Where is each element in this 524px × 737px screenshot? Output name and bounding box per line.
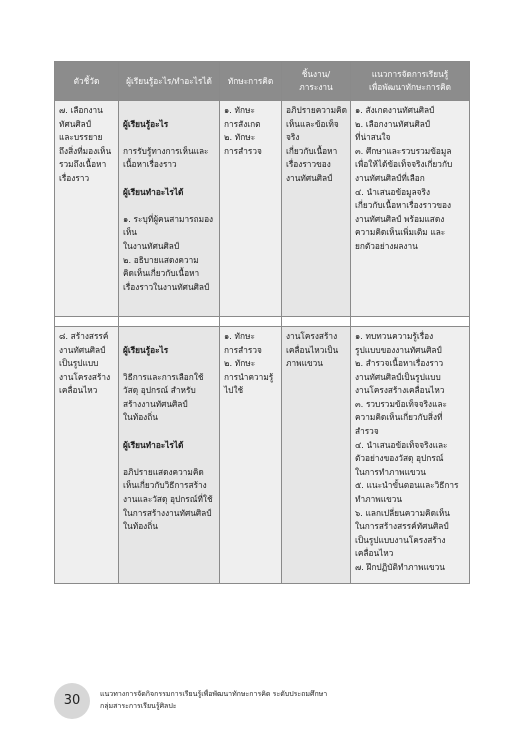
skills-cell: [220, 326, 282, 583]
do-heading: ผู้เรียนทำอะไรได้: [123, 439, 184, 450]
do-heading: ผู้เรียนทำอะไรได้: [123, 186, 184, 197]
footer-book-title: แนวทางการจัดกิจกรรมการเรียนรู้เพื่อพัฒนาทักษะการคิด ระดับประถมศึกษา กลุ่มสาระการเรียนรู้ศิลปะ: [100, 690, 328, 710]
skills-text: ๑. ทักษะ การสังเกต ๒. ทักษะ การสำรวจ: [224, 105, 262, 156]
work-text: งานโครงสร้าง เคลื่อนไหวเป็น ภาพแขวน: [286, 330, 339, 369]
table-header-row: [55, 62, 470, 101]
indicator-cell: [55, 101, 119, 317]
learn-body: วิธีการและการเลือกใช้ วัสดุ อุปกรณ์ สำหรับ สร้างงานทัศนศิลป์ ในท้องถิ่น: [123, 371, 204, 423]
learning-plan-table: [54, 61, 470, 584]
skills-text: ๑. ทักษะ การสำรวจ ๒. ทักษะ การนำความรู้ ไปใช้: [224, 330, 274, 396]
header-approach: แนวการจัดการเรียนรู้ เพื่อพัฒนาทักษะการคิด: [351, 62, 470, 101]
page-footer: [54, 683, 474, 719]
learning-cell: [119, 101, 220, 317]
work-cell: [282, 326, 351, 583]
row-spacer: [55, 316, 470, 326]
header-thinking-skills: ทักษะการคิด: [220, 62, 282, 101]
table-row: [55, 326, 470, 583]
learn-body: การรับรู้ทางการเห็นและ เนื้อหาเรื่องราว: [123, 145, 209, 170]
header-work: ชิ้นงาน/ ภาระงาน: [282, 62, 351, 101]
work-cell: [282, 101, 351, 317]
approach-cell: [351, 101, 470, 317]
learn-heading: ผู้เรียนรู้อะไร: [123, 344, 169, 355]
indicator-cell: [55, 326, 119, 583]
header-learning: ผู้เรียนรู้อะไร/ทำอะไรได้: [119, 62, 220, 101]
approach-text: ๑. ทบทวนความรู้เรื่อง รูปแบบของงานทัศนศิลป์ ๒. สำรวจเนื้อหาเรื่องราว งานทัศนศิลป์เป็นรูปแบบ งานโครงสร้างเคลื่อนไหว ๓. รวบรวมข้อเท็จจริงและ ความคิดเห็นเกี่ยวกับสิ่งที่ สำรวจ ๔. นำเสนอข้อเท็จจริงและ ตัวอย่างของวัสดุ อุปกรณ์ ในการทำภาพแขวน ๕. แนะนำขั้นตอนและวิธีการ ทำภาพแขวน ๖. แลกเปลี่ยนความคิดเห็น ในการสร้างสรรค์ทัศนศิลป์ เป็นรูปแบบงานโครงสร้าง เคลื่อนไหว ๗. ฝึกปฏิบัติทำภาพแขวน: [355, 330, 459, 572]
indicator-text: ๘. สร้างสรรค์ งานทัศนศิลป์ เป็นรูปแบบ งานโครงสร้าง เคลื่อนไหว: [59, 330, 111, 396]
work-text: อภิปรายความคิด เห็นและข้อเท็จจริง เกี่ยวกับเนื้อหา เรื่องราวของ งานทัศนศิลป์: [286, 105, 347, 183]
skills-cell: [220, 101, 282, 317]
page-number-badge: 30: [54, 683, 90, 719]
do-body: อภิปรายแสดงความคิด เห็นเกี่ยวกับวิธีการสร้าง งานและวัสดุ อุปกรณ์ที่ใช้ ในการสร้างงานทัศนศิลป์ ในท้องถิ่น: [123, 466, 213, 532]
header-indicator: ตัวชี้วัด: [55, 62, 119, 101]
do-body: ๑. ระบุที่ผู้คนสามารถมองเห็น ในงานทัศนศิลป์ ๒. อธิบายแสดงความ คิดเห็นเกี่ยวกับเนื้อหา เรื่องราวในงานทัศนศิลป์: [123, 213, 214, 292]
indicator-text: ๗. เลือกงาน ทัศนศิลป์ และบรรยาย ถึงสิ่งที่มองเห็น รวมถึงเนื้อหา เรื่องราว: [59, 105, 112, 183]
learning-cell: [119, 326, 220, 583]
table-row: [55, 101, 470, 317]
approach-text: ๑. สังเกตงานทัศนศิลป์ ๒. เลือกงานทัศนศิลป์ ที่น่าสนใจ ๓. ศึกษาและรวบรวมข้อมูล เพื่อให้ได้ข้อเท็จจริงเกี่ยวกับ งานทัศนศิลป์ที่เลือก ๔. นำเสนอข้อมูลจริง เกี่ยวกับเนื้อหาเรื่องราวของ งานทัศนศิลป์ พร้อมแสดง ความคิดเห็นเพิ่มเติม และ ยกตัวอย่างผลงาน: [355, 105, 453, 251]
approach-cell: [351, 326, 470, 583]
learn-heading: ผู้เรียนรู้อะไร: [123, 118, 169, 129]
